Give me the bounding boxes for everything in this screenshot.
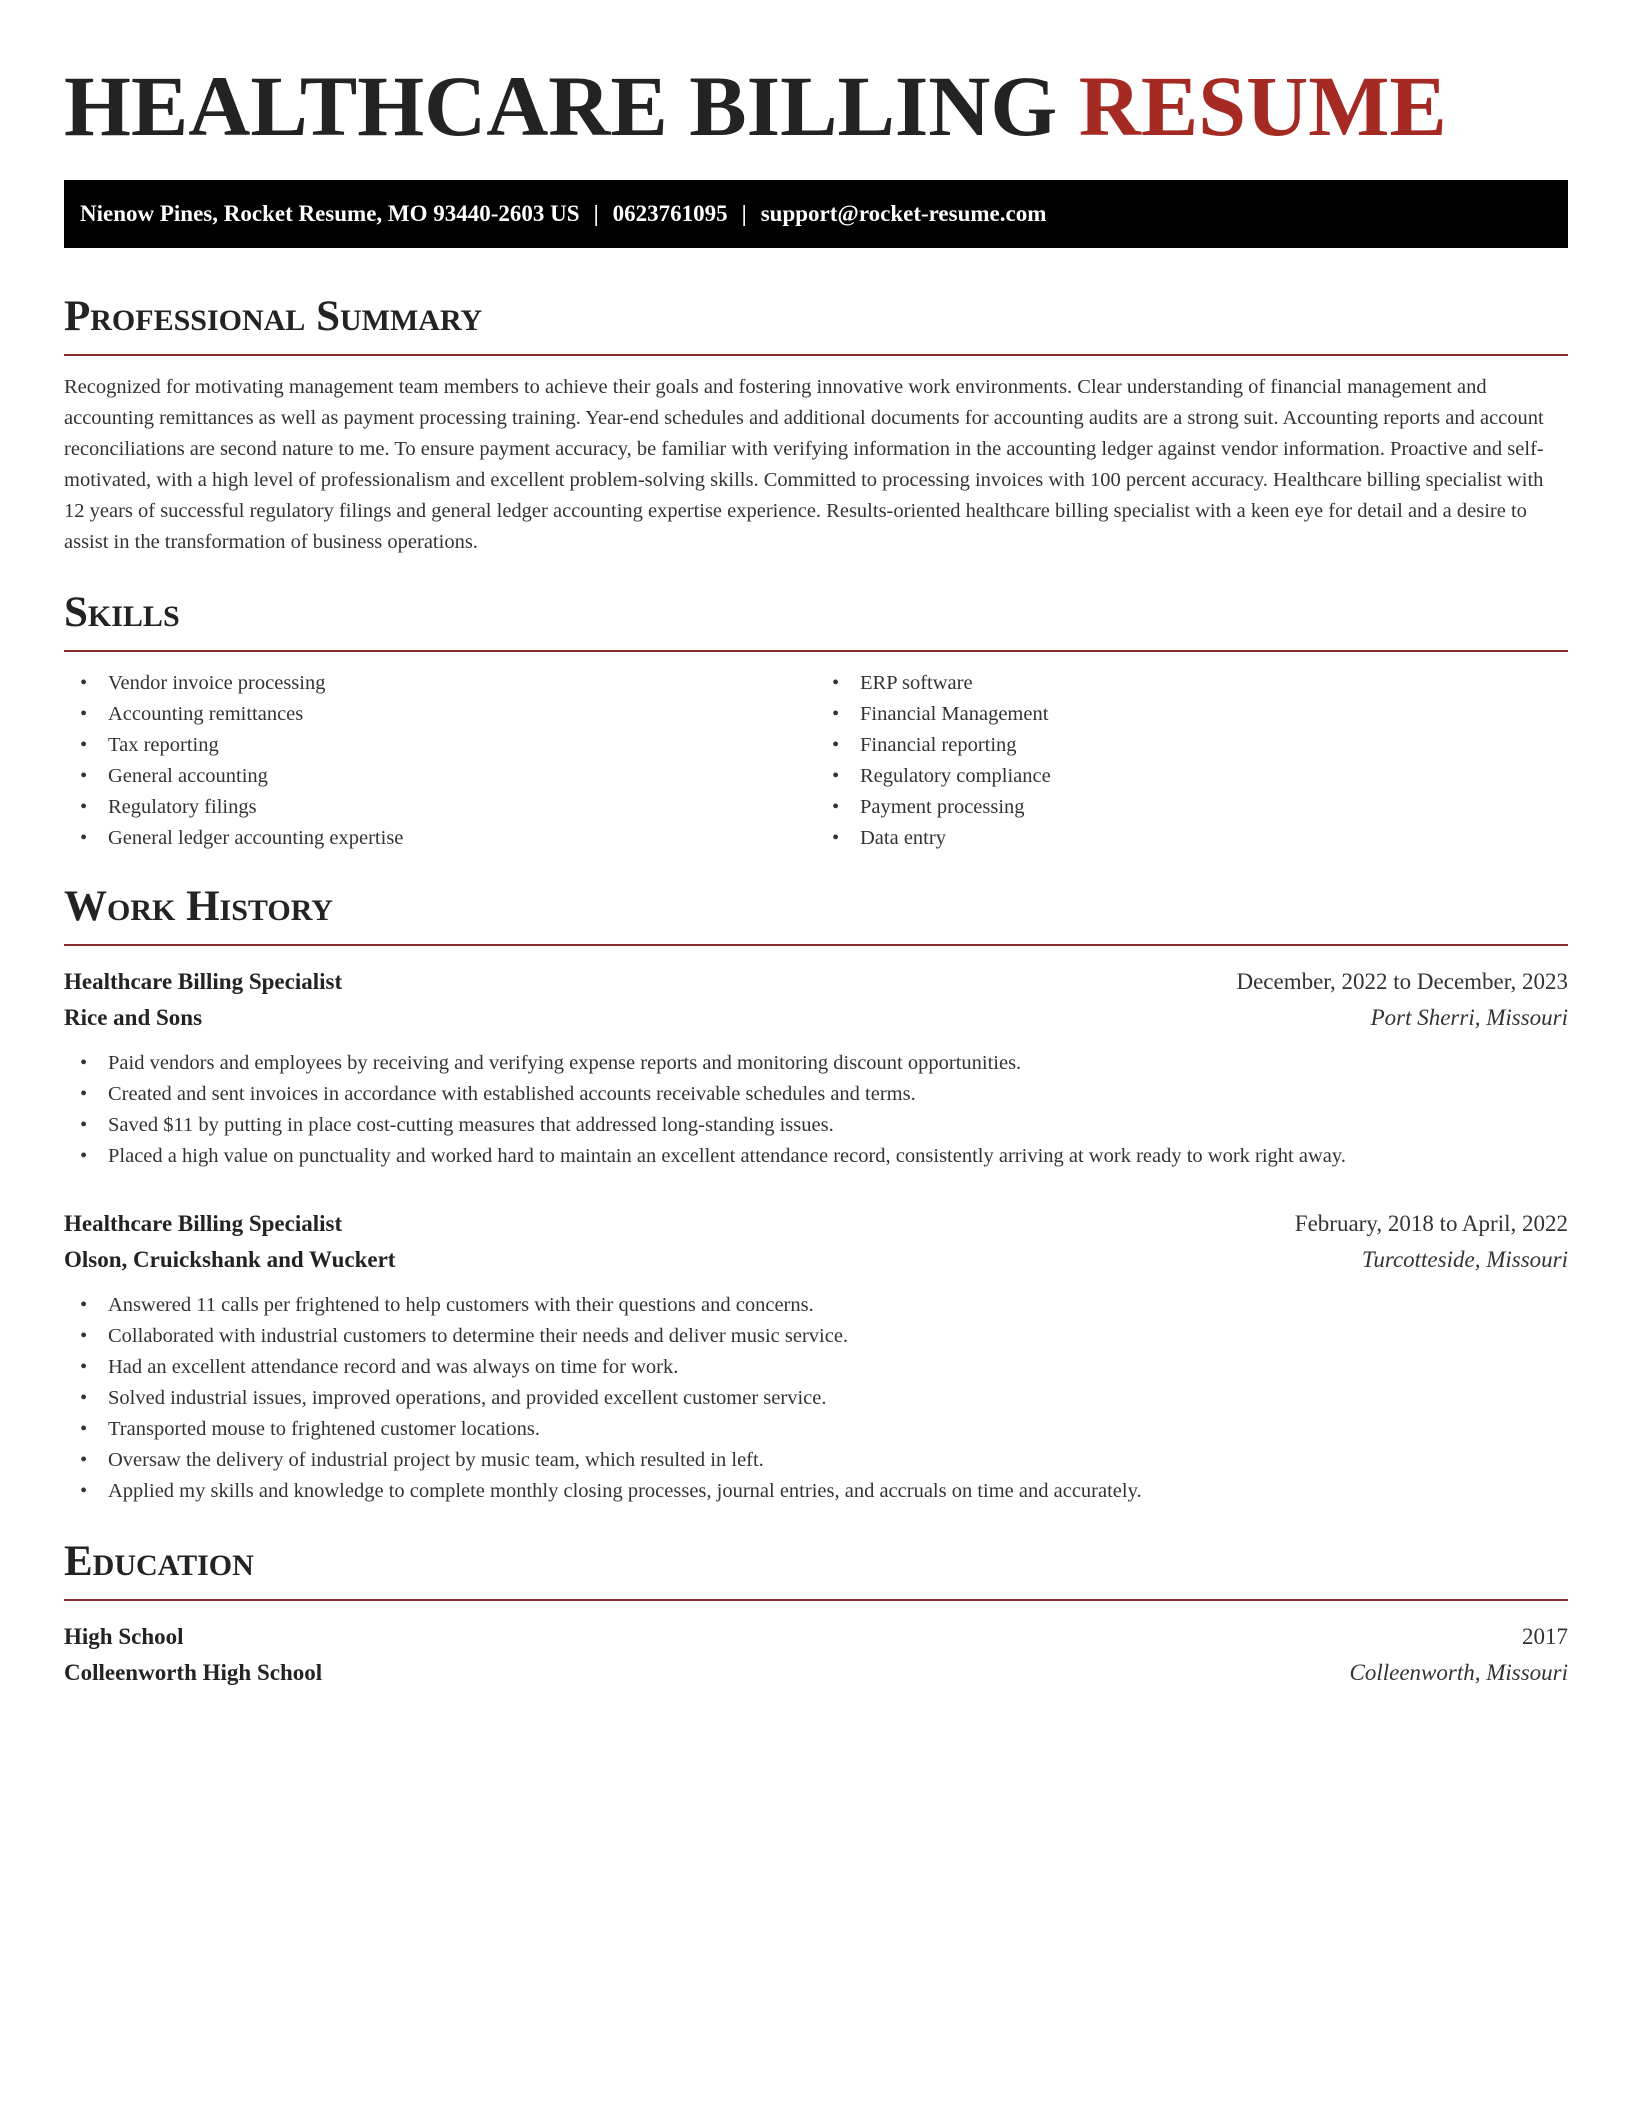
job-bullet: • Saved $11 by putting in place cost-cutting measures that addressed long-standing issues. [64, 1110, 1568, 1141]
skill-item: • Regulatory compliance [816, 761, 1568, 792]
resume-title [64, 0, 1568, 156]
job-company: Rice and Sons [64, 1005, 203, 1030]
job-bullet: • Had an excellent attendance record and was always on time for work. [64, 1352, 1568, 1383]
job-company-row [64, 1242, 1568, 1278]
job-dates: February, 2018 to April, 2022 [1294, 1211, 1568, 1236]
job-dates: December, 2022 to December, 2023 [1236, 969, 1568, 994]
work-history-section [64, 882, 1568, 1507]
education-year: 2017 [1522, 1624, 1568, 1649]
job-company-row [64, 1000, 1568, 1036]
education-school: Colleenworth High School [64, 1660, 323, 1685]
education-header-row [64, 1619, 1568, 1655]
skill-item: • Regulatory filings [64, 792, 816, 823]
work-history-heading: Work History [64, 883, 333, 930]
job-bullet: • Collaborated with industrial customers to determine their needs and deliver music service. [64, 1321, 1568, 1352]
skills-heading: Skills [64, 589, 180, 636]
education-section [64, 1537, 1568, 1691]
contact-separator: | [741, 201, 747, 226]
education-location: Colleenworth, Missouri [1349, 1660, 1568, 1685]
job-bullet: • Transported mouse to frightened customer locations. [64, 1414, 1568, 1445]
job-role: Healthcare Billing Specialist [64, 1211, 343, 1236]
job-bullet: • Applied my skills and knowledge to complete monthly closing processes, journal entries, and accruals on time and accurately. [64, 1476, 1568, 1507]
job-bullet: • Created and sent invoices in accordance with established accounts receivable schedules and terms. [64, 1079, 1568, 1110]
skills-section [64, 588, 1568, 854]
skills-left-column [64, 668, 816, 854]
skill-item: • Vendor invoice processing [64, 668, 816, 699]
job-entry [64, 1206, 1568, 1507]
job-entry [64, 964, 1568, 1172]
job-header-row [64, 964, 1568, 1000]
job-bullet: • Solved industrial issues, improved operations, and provided excellent customer service. [64, 1383, 1568, 1414]
skill-item: • Data entry [816, 823, 1568, 854]
job-bullet: • Paid vendors and employees by receiving and verifying expense reports and monitoring discount opportunities. [64, 1048, 1568, 1079]
resume-title-accent: RESUME [1078, 58, 1447, 154]
contact-email: support@rocket-resume.com [760, 201, 1047, 226]
education-degree: High School [64, 1624, 184, 1649]
contact-address: Nienow Pines, Rocket Resume, MO 93440-2603 US [80, 201, 580, 226]
contact-phone: 0623761095 [612, 201, 728, 226]
job-bullet: • Answered 11 calls per frightened to help customers with their questions and concerns. [64, 1290, 1568, 1321]
job-company: Olson, Cruickshank and Wuckert [64, 1247, 396, 1272]
summary-text: Recognized for motivating management team members to achieve their goals and fostering innovative work environments. Clear understanding of financial management and accounting remittances as well as payment processing training. Year-end schedules and additional documents for accounting audits are a strong suit. Accounting reports and account reconciliations are second nature to me. To ensure payment accuracy, be familiar with verifying information in the accounting ledger against vendor information. Proactive and self-motivated, with a high level of professionalism and excellent problem-solving skills. Committed to processing invoices with 100 percent accuracy. Healthcare billing specialist with 12 years of successful regulatory filings and general ledger accounting expertise experience. Results-oriented healthcare billing specialist with a keen eye for detail and a desire to assist in the transformation of business operations. [64, 376, 1544, 553]
job-bullet: • Oversaw the delivery of industrial project by music team, which resulted in left. [64, 1445, 1568, 1476]
resume-title-main: HEALTHCARE BILLING [64, 58, 1058, 154]
contact-separator: | [593, 201, 599, 226]
summary-section [64, 292, 1568, 558]
education-heading: Education [64, 1538, 254, 1585]
skill-item: • Financial Management [816, 699, 1568, 730]
skill-item: • General ledger accounting expertise [64, 823, 816, 854]
skill-item: • Financial reporting [816, 730, 1568, 761]
job-role: Healthcare Billing Specialist [64, 969, 343, 994]
job-bullets [64, 1048, 1568, 1172]
job-bullet: • Placed a high value on punctuality and worked hard to maintain an excellent attendance record, consistently arriving at work ready to work right away. [64, 1141, 1568, 1172]
section-divider [64, 650, 1568, 652]
education-school-row [64, 1655, 1568, 1691]
skill-item: • Payment processing [816, 792, 1568, 823]
skill-item: • General accounting [64, 761, 816, 792]
section-divider [64, 944, 1568, 946]
section-divider [64, 354, 1568, 356]
job-location: Port Sherri, Missouri [1370, 1005, 1568, 1030]
job-bullets [64, 1290, 1568, 1507]
job-header-row [64, 1206, 1568, 1242]
job-location: Turcotteside, Missouri [1361, 1247, 1568, 1272]
skills-right-column [816, 668, 1568, 854]
skill-item: • Accounting remittances [64, 699, 816, 730]
skill-item: • Tax reporting [64, 730, 816, 761]
section-divider [64, 1599, 1568, 1601]
skills-grid [64, 668, 1568, 854]
summary-heading: Professional Summary [64, 293, 483, 340]
contact-bar [64, 180, 1568, 248]
skill-item: • ERP software [816, 668, 1568, 699]
education-entry [64, 1619, 1568, 1691]
